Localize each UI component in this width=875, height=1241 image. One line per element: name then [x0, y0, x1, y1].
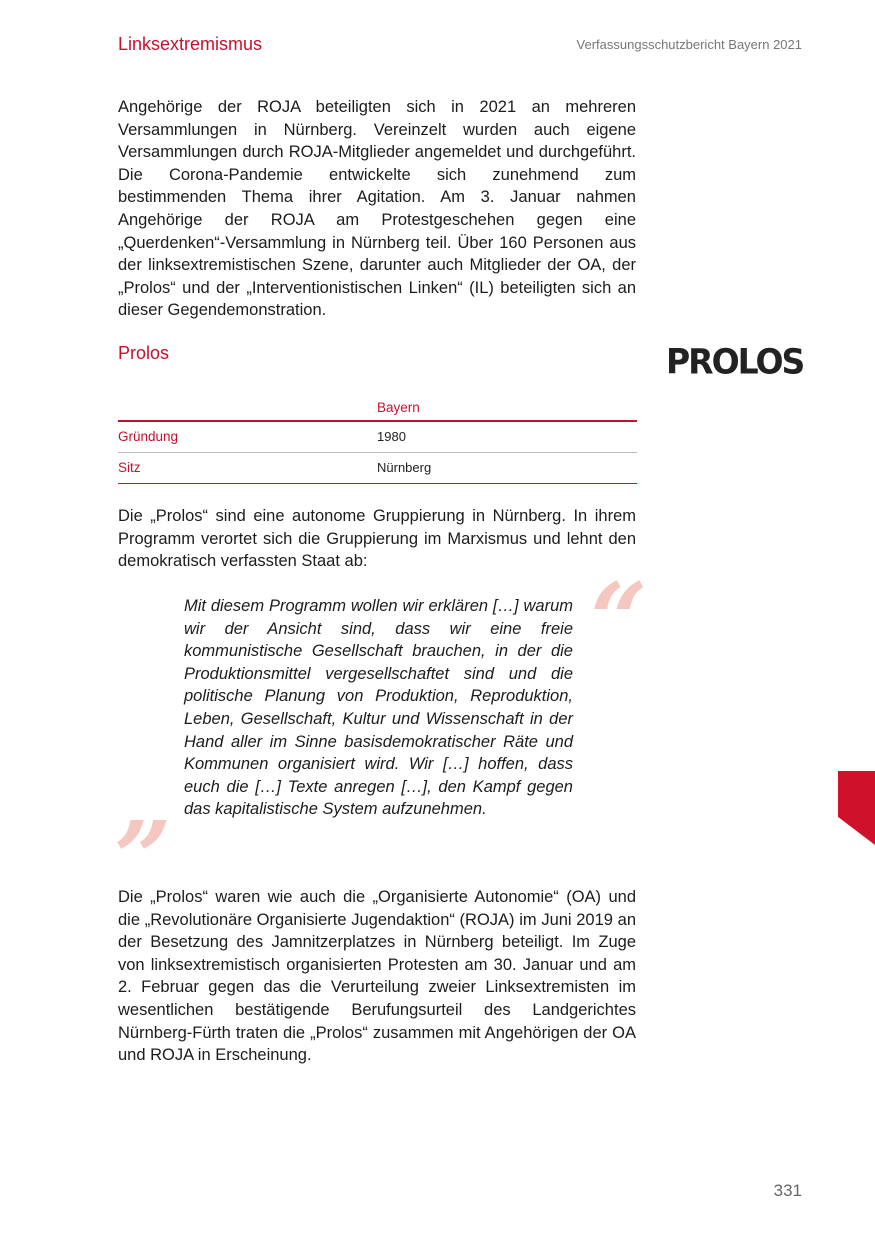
table-row-value: Nürnberg — [377, 453, 637, 484]
table-row-value: 1980 — [377, 421, 637, 453]
table-header-row — [118, 398, 637, 421]
quote-open-icon: “ — [590, 561, 648, 679]
table-row — [118, 453, 637, 484]
section-header: Linksextremismus — [118, 34, 263, 54]
chapter-tab-marker — [838, 771, 875, 845]
prolos-logo-text: PROLOS — [666, 341, 804, 382]
publication-title: Verfassungsschutzbericht Bayern 2021 — [576, 37, 802, 52]
table-row-label: Gründung — [118, 421, 377, 453]
table-row-label: Sitz — [118, 453, 377, 484]
paragraph-prolos-activities: Die „Prolos“ waren wie auch die „Organisierte Autonomie“ (OA) und die „Revolutionäre Organisierte Jugendaktion“ (ROJA) im Juni 2019 an der Besetzung des Jamnitzerplatzes in Nürnberg beteiligt. Im Zuge von linksextremistisch organisierten Protesten am 30. Januar und am 2. Februar gegen das die Verurteilung zweier Linksextremisten im wesentlichen bestätigende Berufungsurteil des Landgerichtes Nürnberg-Fürth traten die „Prolos“ zusammen mit Angehörigen der OA und ROJA in Erscheinung. — [118, 888, 636, 1065]
page-number: 331 — [773, 1181, 802, 1200]
table-col-header: Bayern — [377, 398, 637, 421]
table-row — [118, 421, 637, 453]
blockquote: Mit diesem Programm wollen wir erklären […] warum wir der Ansicht sind, dass wir eine freie kommunistische Gesellschaft brauchen, in der die Produktionsmittel vergesellschaftet sind und die politische Planung von Produktion, Reproduktion, Leben, Gesellschaft, Kultur und Wissenschaft in der Hand aller im Sinne basisdemokratischer Räte und Kommunen organisiert wird. Wir […] hoffen, dass euch die […] Texte anregen […], den Kampf gegen das kapitalistische System aufzunehmen. — [184, 597, 573, 819]
paragraph-roja: Angehörige der ROJA beteiligten sich in 2021 an mehreren Versammlungen in Nürnberg. Vereinzelt wurden auch eigene Versammlungen durch ROJA-Mitglieder angemeldet und durchgeführt. Die Corona-Pandemie entwickelte sich zunehmend zum bestimmenden Thema ihrer Agitation. Am 3. Januar nahmen Angehörige der ROJA am Protestgeschehen gegen eine „Querdenken“-Versammlung in Nürnberg teil. Über 160 Personen aus der linksextremistischen Szene, darunter auch Mitglieder der OA, der „Prolos“ und der „Interventionistischen Linken“ (IL) beteiligten sich an dieser Gegendemonstration. — [118, 98, 636, 320]
quote-close-icon: ” — [114, 799, 172, 917]
paragraph-prolos-intro: Die „Prolos“ sind eine autonome Gruppierung in Nürnberg. In ihrem Programm verortet sich die Gruppierung im Marxismus und lehnt den demokratisch verfassten Staat ab: — [118, 507, 636, 571]
section-title: Prolos — [118, 343, 170, 363]
info-table — [118, 398, 637, 484]
prolos-logo — [666, 341, 804, 382]
